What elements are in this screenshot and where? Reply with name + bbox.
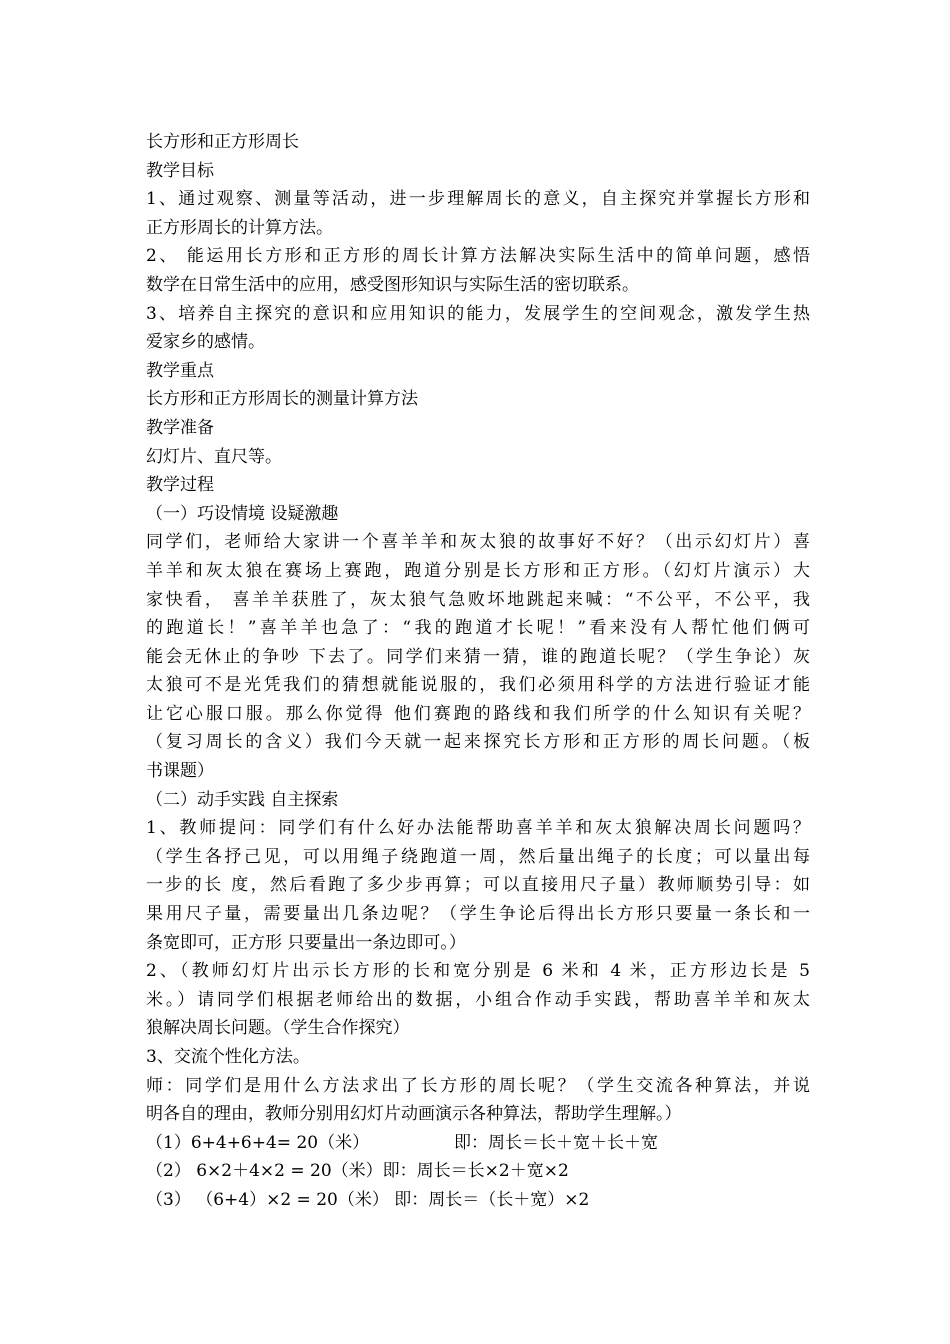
text-line: 教学重点	[146, 360, 214, 381]
text-line: 师：同学们是用什么方法求出了长方形的周长呢？（学生交流各种算法，并说	[146, 1075, 810, 1096]
document-page	[146, 128, 810, 1215]
text-line: 明各自的理由，教师分别用幻灯片动画演示各种算法，帮助学生理解。）	[146, 1104, 682, 1125]
text-line: 教学过程	[146, 475, 214, 496]
text-line: 果用尺子量，需要量出几条边呢？（学生争论后得出长方形只要量一条长和一	[146, 904, 810, 925]
text-line: 一步的长 度，然后看跑了多少步再算；可以直接用尺子量）教师顺势引导：如	[146, 875, 810, 896]
text-line: （学生各抒己见，可以用绳子绕跑道一周，然后量出绳子的长度；可以量出每	[146, 846, 810, 867]
text-line: 2、（教师幻灯片出示长方形的长和宽分别是 6 米和 4 米，正方形边长是 5	[146, 961, 810, 982]
text-line: （一）巧设情境 设疑激趣	[146, 503, 339, 524]
text-line: 同学们，老师给大家讲一个喜羊羊和灰太狼的故事好不好？（出示幻灯片）喜	[146, 532, 810, 553]
formula-list	[146, 1129, 810, 1215]
text-line: 2、 能运用长方形和正方形的周长计算方法解决实际生活中的简单问题，感悟	[146, 246, 810, 267]
formula-row	[146, 1157, 810, 1186]
formula-calculation: （2） 6×2＋4×2 = 20（米）即：周长＝长×2＋宽×2	[146, 1161, 569, 1182]
document-title: 长方形和正方形周长	[146, 132, 299, 152]
formula-row	[146, 1186, 810, 1215]
text-line: 让它心服口服。那么你觉得 他们赛跑的路线和我们所学的什么知识有关呢？	[146, 703, 810, 724]
text-line: 长方形和正方形周长的测量计算方法	[146, 389, 418, 410]
formula-calculation: （3） （6+4）×2 = 20（米） 即：周长＝（长＋宽）×2	[146, 1189, 590, 1210]
text-line: 的跑道长！”喜羊羊也急了：“我的跑道才长呢！”看来没有人帮忙他们俩可	[146, 618, 810, 639]
text-line: 家快看， 喜羊羊获胜了，灰太狼气急败坏地跳起来喊：“不公平，不公平，我	[146, 589, 810, 610]
text-line: （二）动手实践 自主探索	[146, 789, 339, 810]
formula-calculation: （1）6+4+6+4= 20（米）	[146, 1132, 370, 1153]
text-line: 教学准备	[146, 417, 214, 438]
text-line: 米。）请同学们根据老师给出的数据，小组合作动手实践，帮助喜羊羊和灰太	[146, 989, 810, 1010]
text-line: 3、交流个性化方法。	[146, 1047, 310, 1067]
text-line: 书课题）	[146, 761, 214, 782]
text-line: 1、教师提问：同学们有什么好办法能帮助喜羊羊和灰太狼解决周长问题吗？	[146, 818, 810, 839]
text-line: 幻灯片、直尺等。	[146, 446, 282, 467]
text-line: 爱家乡的感情。	[146, 332, 265, 353]
text-line: （复习周长的含义）我们今天就一起来探究长方形和正方形的周长问题。（板	[146, 732, 810, 753]
text-line: 1、通过观察、测量等活动，进一步理解周长的意义，自主探究并掌握长方形和	[146, 189, 810, 210]
text-line: 条宽即可，正方形 只要量出一条边即可。）	[146, 932, 466, 953]
text-line: 狼解决周长问题。（学生合作探究）	[146, 1018, 410, 1039]
formula-row	[146, 1129, 810, 1158]
text-line: 数学在日常生活中的应用，感受图形知识与实际生活的密切联系。	[146, 274, 639, 295]
document-body	[146, 128, 810, 1129]
text-line: 太狼可不是光凭我们的猜想就能说服的，我们必须用科学的方法进行验证才能	[146, 675, 810, 696]
text-line: 正方形周长的计算方法。	[146, 217, 333, 238]
text-line: 3、培养自主探究的意识和应用知识的能力，发展学生的空间观念，激发学生热	[146, 303, 810, 324]
text-line: 能会无休止的争吵 下去了。同学们来猜一猜，谁的跑道长呢？（学生争论）灰	[146, 646, 810, 667]
text-line: 羊羊和灰太狼在赛场上赛跑，跑道分别是长方形和正方形。（幻灯片演示）大	[146, 560, 810, 581]
text-line: 教学目标	[146, 160, 214, 181]
formula-rule: 即：周长＝长＋宽＋长＋宽	[454, 1132, 658, 1153]
